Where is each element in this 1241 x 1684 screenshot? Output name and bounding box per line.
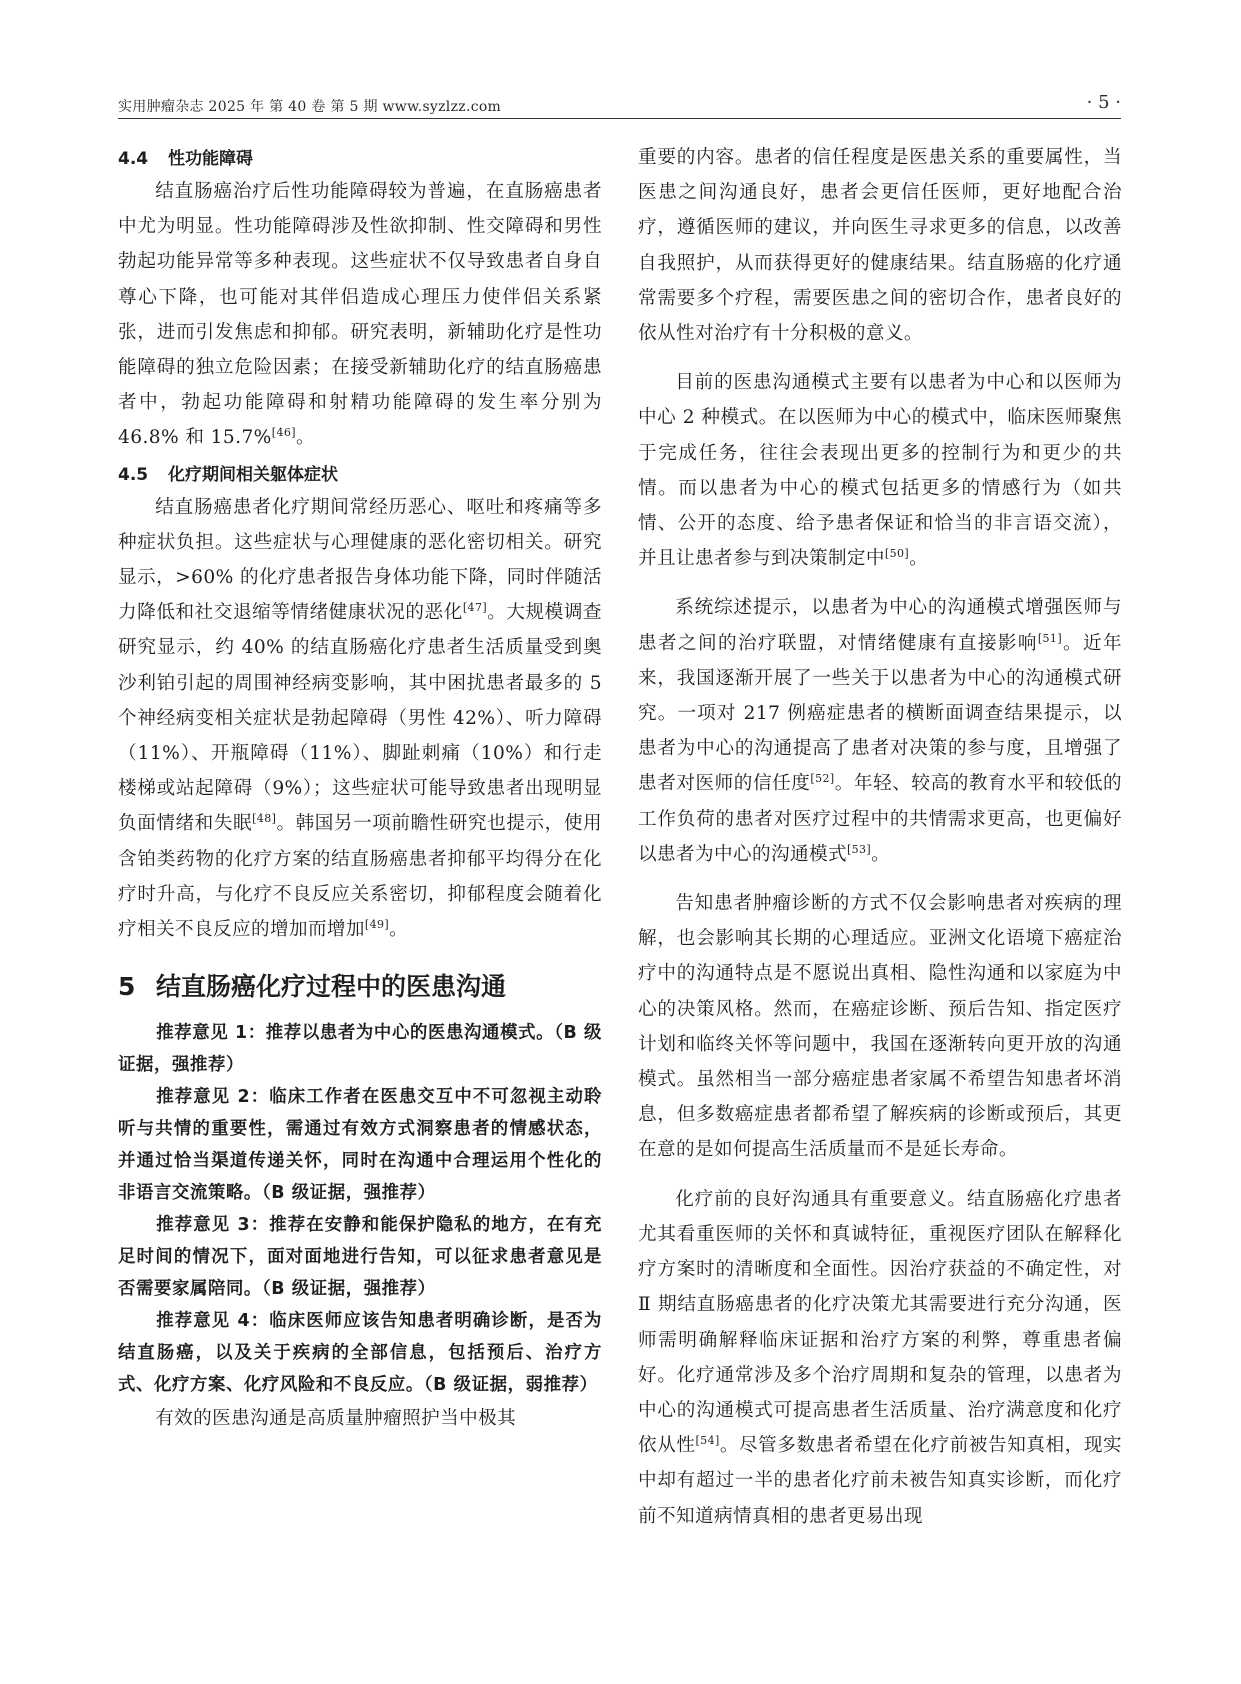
paragraph-somatic-symptoms: 结直肠癌患者化疗期间常经历恶心、呕吐和疼痛等多种症状负担。这些症状与心理健康的恶化密切相关。研究显示，>60% 的化疗患者报告身体功能下降，同时伴随活力降低和社交退缩等情绪健康状况的恶化[47]。大规模调查研究显示，约 40% 的结直肠癌化疗患者生活质量受到奥沙利铂引起的周围神经病变影响，其中困扰患者最多的 5 个神经病变相关症状是勃起障碍（男性 42%）、听力障碍（11%）、开瓶障碍（11%）、脚趾刺痛（10%）和行走楼梯或站起障碍（9%）；这些症状可能导致患者出现明显负面情绪和失眠[48]。韩国另一项前瞻性研究也提示，使用含铂类药物的化疗方案的结直肠癌患者抑郁平均得分在化疗时升高，与化疗不良反应关系密切，抑郁程度会随着化疗相关不良反应的增加而增加[49]。 [118,496,602,941]
section-title: 性功能障碍 [168,149,253,169]
recommendation-1: 推荐意见 1：推荐以患者为中心的医患沟通模式。（B 级证据，强推荐） [118,1023,602,1076]
section-title: 化疗期间相关躯体症状 [168,464,338,485]
citation-49: [49] [364,917,390,931]
paragraph-communication-intro: 有效的医患沟通是高质量肿瘤照护当中极其 [155,1408,517,1430]
citation-50: [50] [884,547,910,561]
section-number: 4.5 [118,464,149,485]
citation-53: [53] [846,842,872,856]
recommendation-3: 推荐意见 3：推荐在安静和能保护隐私的地方，在有充足时间的情况下，面对面地进行告知，可以征求患者意见是否需要家属陪同。（B 级证据，强推荐） [118,1215,602,1300]
chapter-number: 5 [118,972,136,1002]
citation-46: [46] [271,426,296,440]
chapter-5-heading [118,967,602,1007]
section-4-5-heading [118,460,602,490]
paragraph-communication-models: 目前的医患沟通模式主要有以患者为中心和以医师为中心 2 种模式。在以医师为中心的模式中，临床医师聚焦于完成任务，往往会表现出更多的控制行为和更少的共情。而以患者为中心的模式包括更多的情感行为（如共情、公开的态度、给予患者保证和恰当的非言语交流），并且让患者参与到决策制定中[50]。 [638,372,1122,570]
paragraph-sexual-dysfunction: 结直肠癌治疗后性功能障碍较为普遍，在直肠癌患者中尤为明显。性功能障碍涉及性欲抑制、性交障碍和男性勃起功能异常等多种表现。这些症状不仅导致患者自身自尊心下降，也可能对其伴侣造成心理压力使伴侣关系紧张，进而引发焦虑和抑郁。研究表明，新辅助化疗是性功能障碍的独立危险因素；在接受新辅助化疗的结直肠癌患者中，勃起功能障碍和射精功能障碍的发生率分别为 46.8% 和 15.7%[46]。 [118,181,602,449]
journal-info: 实用肿瘤杂志 2025 年 第 40 卷 第 5 期 www.syzlzz.com [118,99,502,115]
paragraph-pre-chemo-communication: 化疗前的良好沟通具有重要意义。结直肠癌化疗患者尤其看重医师的关怀和真诚特征，重视医疗团队在解释化疗方案时的清晰度和全面性。因治疗获益的不确定性，对 Ⅱ 期结直肠癌患者的化疗决策尤其需要进行充分沟通，医师需明确解释临床证据和治疗方案的利弊，尊重患者偏好。化疗通常涉及多个治疗周期和复杂的管理，以患者为中心的沟通模式可提高患者生活质量、治疗满意度和化疗依从性[54]。尽管多数患者希望在化疗前被告知真相，现实中却有超过一半的患者化疗前未被告知真实诊断，而化疗前不知道病情真相的患者更易出现 [638,1188,1123,1527]
left-column [118,140,602,1436]
citation-48: [48] [252,812,277,826]
citation-47: [47] [462,601,488,615]
section-number: 4.4 [118,149,149,169]
paragraph-systematic-review: 系统综述提示，以患者为中心的沟通模式增强医师与患者之间的治疗联盟，对情绪健康有直接影响[51]。近年来，我国逐渐开展了一些关于以患者为中心的沟通模式研究。一项对 217 例癌症患者的横断面调查结果提示，以患者为中心的沟通提高了患者对决策的参与度，且增强了患者对医师的信任度[52]。年轻、较高的教育水平和较低的工作负荷的患者对医疗过程中的共情需求更高，也更偏好以患者为中心的沟通模式[53]。 [638,597,1122,865]
paragraph-diagnosis-disclosure: 告知患者肿瘤诊断的方式不仅会影响患者对疾病的理解，也会影响其长期的心理适应。亚洲文化语境下癌症治疗中的沟通特点是不愿说出真相、隐性沟通和以家庭为中心的决策风格。然而，在癌症诊断、预后告知、指定医疗计划和临终关怀等问题中，我国在逐渐转向更开放的沟通模式。虽然相当一部分癌症患者家属不希望告知患者坏消息，但多数癌症患者都希望了解疾病的诊断或预后，其更在意的是如何提高生活质量而不是延长寿命。 [638,893,1122,1161]
recommendation-4: 推荐意见 4：临床医师应该告知患者明确诊断，是否为结直肠癌，以及关于疾病的全部信息，包括预后、治疗方式、化疗方案、化疗风险和不良反应。（B 级证据，弱推荐） [118,1311,602,1396]
recommendation-2: 推荐意见 2：临床工作者在医患交互中不可忽视主动聆听与共情的重要性，需通过有效方式洞察患者的情感状态，并通过恰当渠道传递关怀，同时在沟通中合理运用个性化的非语言交流策略。（B 级证据，强推荐） [118,1087,602,1204]
citation-52: [52] [810,772,835,786]
right-column [638,140,1122,1534]
paragraph-continued: 重要的内容。患者的信任程度是医患关系的重要属性，当医患之间沟通良好，患者会更信任医师，更好地配合治疗，遵循医师的建议，并向医生寻求更多的信息，以改善自我照护，从而获得更好的健康结果。结直肠癌的化疗通常需要多个疗程，需要医患之间的密切合作，患者良好的依从性对治疗有十分积极的意义。 [638,147,1122,345]
running-header [118,94,1121,119]
page-number: · 5 · [1086,92,1121,113]
chapter-title: 结直肠癌化疗过程中的医患沟通 [156,972,507,1002]
section-4-4-heading [118,144,602,174]
citation-51: [51] [1037,631,1063,645]
citation-54: [54] [695,1433,720,1447]
